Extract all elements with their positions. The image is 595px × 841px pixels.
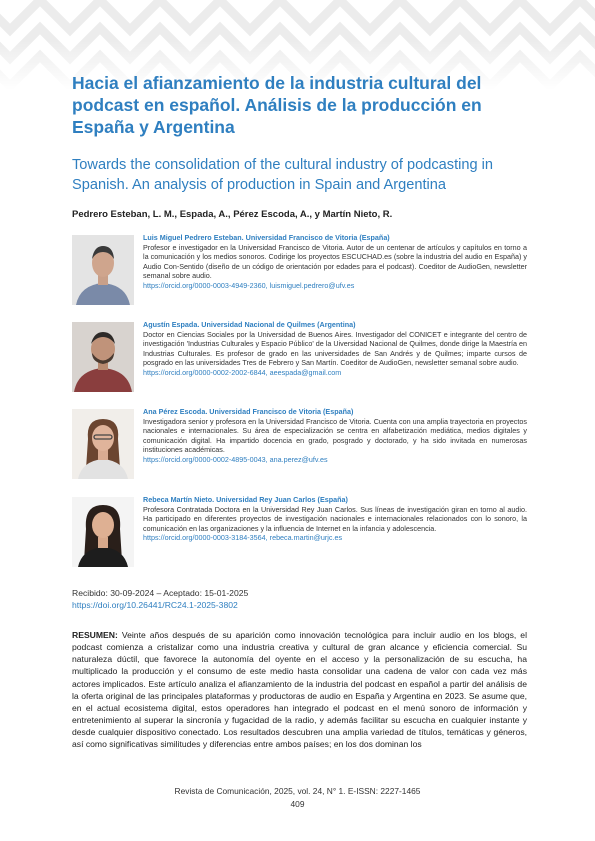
author-orcid-link[interactable]: https://orcid.org/0000-0003-4949-2360 (143, 280, 266, 290)
page-number: 409 (290, 799, 305, 809)
author-email-link[interactable]: luismiguel.pedrero@ufv.es (269, 280, 355, 290)
article-title-english: Towards the consolidation of the cultural industry of podcasting in Spanish. An analysis of production in Spain and Argentina (72, 157, 494, 193)
author-photo (72, 497, 134, 567)
author-description: Profesor e investigador en la Universidad Francisco de Vitoria. Autor de un centenar de artículos y capítulos en torno a la comunicación y los medios sonoros. Codirige los proyectos ESCUCHAD.es (sobre la industria del audio en España) y Audio Con-Sentido (diseño de un código de orientación por edades para el podcast). Coeditor de AudioGen, newsletter semanal sobre audio. (143, 242, 527, 281)
author-name: Agustín Espada. Universidad Nacional de Quilmes (Argentina) (143, 320, 356, 329)
authors-citation: Pedrero Esteban, L. M., Espada, A., Pérez Escoda, A., y Martín Nieto, R. (72, 209, 393, 220)
author-orcid-link[interactable]: https://orcid.org/0000-0002-4895-0043 (143, 454, 266, 464)
author-orcid-link[interactable]: https://orcid.org/0000-0003-3184-3564 (143, 533, 266, 543)
abstract-text: Veinte años después de su aparición como innovación tecnológica para incluir audio en los blogs, el podcast comienza a cristalizar como una industria creativa y cultural de gran alcance y eficiencia comercial. Su naturaleza dúctil, que favorece la autonomía del oyente en el acceso y la personalización de su escucha, ha multiplicado la producción y el consumo de este medio hasta consolidar una cadena de valor con cada vez más actores implicados. Este artículo analiza el afianzamiento de la industria del podcast en español a partir del análisis de la oferta original de las principales plataformas y productoras de audio en España y Argentina en 2023. Se asume que, en el actual ecosistema digital, estos operadores han integrado el podcast en el menú sonoro de información y entretenimiento al superar la sincronía y fugacidad de la radio, y además facilitar su escucha en cualquier instante y desde cualquier dispositivo conectado. Los resultados descubren una amplia variedad de títulos, temáticas y géneros, así como significativas similitudes y diferencias entre ambos países; en los dos dominan los (72, 630, 527, 750)
journal-citation: Revista de Comunicación, 2025, vol. 24, N° 1. E-ISSN: 2227-1465 (174, 786, 421, 796)
article-title-spanish: Hacia el afianzamiento de la industria cultural del podcast en español. Análisis de la producción en España y Argentina (72, 73, 482, 137)
abstract (72, 629, 527, 751)
author-description: Profesora Contratada Doctora en la Universidad Rey Juan Carlos. Sus líneas de investigación giran en torno al audio. Ha participado en diferentes proyectos de investigación nacionales e internacionales relacionados con lo sonoro, la comunicación en las organizaciones y la influencia de Internet en la infancia y adolescencia. (143, 504, 527, 533)
doi-link[interactable]: https://doi.org/10.26441/RC24.1-2025-3802 (72, 600, 238, 610)
author-description: Investigadora senior y profesora en la Universidad Francisco de Vitoria. Cuenta con una amplia trayectoria en proyectos nacionales e internacionales. Su área de especialización se centra en alfabetización mediática, medios digitales y comunicación digital. Ha impartido docencia en grado, posgrado y doctorado, y ha sido invitada en numerosas instituciones académicas. (143, 416, 527, 455)
author-orcid-link[interactable]: https://orcid.org/0000-0002-2002-6844 (143, 367, 266, 377)
received-accepted-dates: Recibido: 30-09-2024 – Aceptado: 15-01-2025 (72, 588, 249, 598)
author-card (72, 235, 527, 305)
author-bio: Agustín Espada. Universidad Nacional de Quilmes (Argentina) Doctor en Ciencias Sociales por la Universidad de Buenos Aires. Investigador del CONICET e integrante del centro de investigación 'Industrias Culturales y Espacio Público' de la Uiversidad Nacional de Quilmes, donde dirige la Maestría en Industrias Culturales. Es profesor de grado en las universidades de San Andrés y de Quilmes; imparte cursos de posgrado en las universidades Tres de Febrero y San Martín. Coeditor de AudioGen, newsletter semanal sobre audio. https://orcid.org/0000-0002-2002-6844, aeespada@gmail.com (143, 320, 527, 377)
author-card (72, 497, 527, 567)
author-email-link[interactable]: rebeca.martin@urjc.es (269, 533, 343, 543)
author-photo (72, 409, 134, 479)
author-card (72, 322, 527, 392)
author-photo (72, 235, 134, 305)
page-footer (0, 785, 595, 811)
author-bio: Luis Miguel Pedrero Esteban. Universidad Francisco de Vitoria (España) Profesor e investigador en la Universidad Francisco de Vitoria. Autor de un centenar de artículos y capítulos en torno a la comunicación y los medios sonoros. Codirige los proyectos ESCUCHAD.es (sobre la industria del audio en España) y Audio Con-Sentido (diseño de un código de orientación por edades para el podcast). Coeditor de AudioGen, newsletter semanal sobre audio. https://orcid.org/0000-0003-4949-2360, luismiguel.pedrero@ufv.es (143, 233, 527, 290)
author-name: Ana Pérez Escoda. Universidad Francisco de Vitoria (España) (143, 407, 354, 416)
article-dates (72, 587, 248, 611)
author-email-link[interactable]: aeespada@gmail.com (269, 367, 342, 377)
author-name: Rebeca Martín Nieto. Universidad Rey Juan Carlos (España) (143, 495, 348, 504)
abstract-label: RESUMEN: (72, 630, 118, 640)
author-email-link[interactable]: ana.perez@ufv.es (269, 454, 328, 464)
author-photo (72, 322, 134, 392)
author-card (72, 409, 527, 479)
author-bio: Ana Pérez Escoda. Universidad Francisco de Vitoria (España) Investigadora senior y profesora en la Universidad Francisco de Vitoria. Cuenta con una amplia trayectoria en proyectos nacionales e internacionales. Su área de especialización se centra en alfabetización mediática, medios digitales y comunicación digital. Ha impartido docencia en grado, posgrado y doctorado, y ha sido invitada en numerosas instituciones académicas. https://orcid.org/0000-0002-4895-0043, ana.perez@ufv.es (143, 407, 527, 464)
author-name: Luis Miguel Pedrero Esteban. Universidad Francisco de Vitoria (España) (143, 233, 390, 242)
author-bio: Rebeca Martín Nieto. Universidad Rey Juan Carlos (España) Profesora Contratada Doctora en la Universidad Rey Juan Carlos. Sus líneas de investigación giran en torno al audio. Ha participado en diferentes proyectos de investigación nacionales e internacionales relacionados con lo sonoro, la comunicación en las organizaciones y la influencia de Internet en la infancia y adolescencia. https://orcid.org/0000-0003-3184-3564, rebeca.martin@urjc.es (143, 495, 527, 543)
author-description: Doctor en Ciencias Sociales por la Universidad de Buenos Aires. Investigador del CONICET e integrante del centro de investigación 'Industrias Culturales y Espacio Público' de la Uiversidad Nacional de Quilmes, donde dirige la Maestría en Industrias Culturales. Es profesor de grado en las universidades de San Andrés y de Quilmes; imparte cursos de posgrado en las universidades Tres de Febrero y San Martín. Coeditor de AudioGen, newsletter semanal sobre audio. (143, 329, 527, 368)
